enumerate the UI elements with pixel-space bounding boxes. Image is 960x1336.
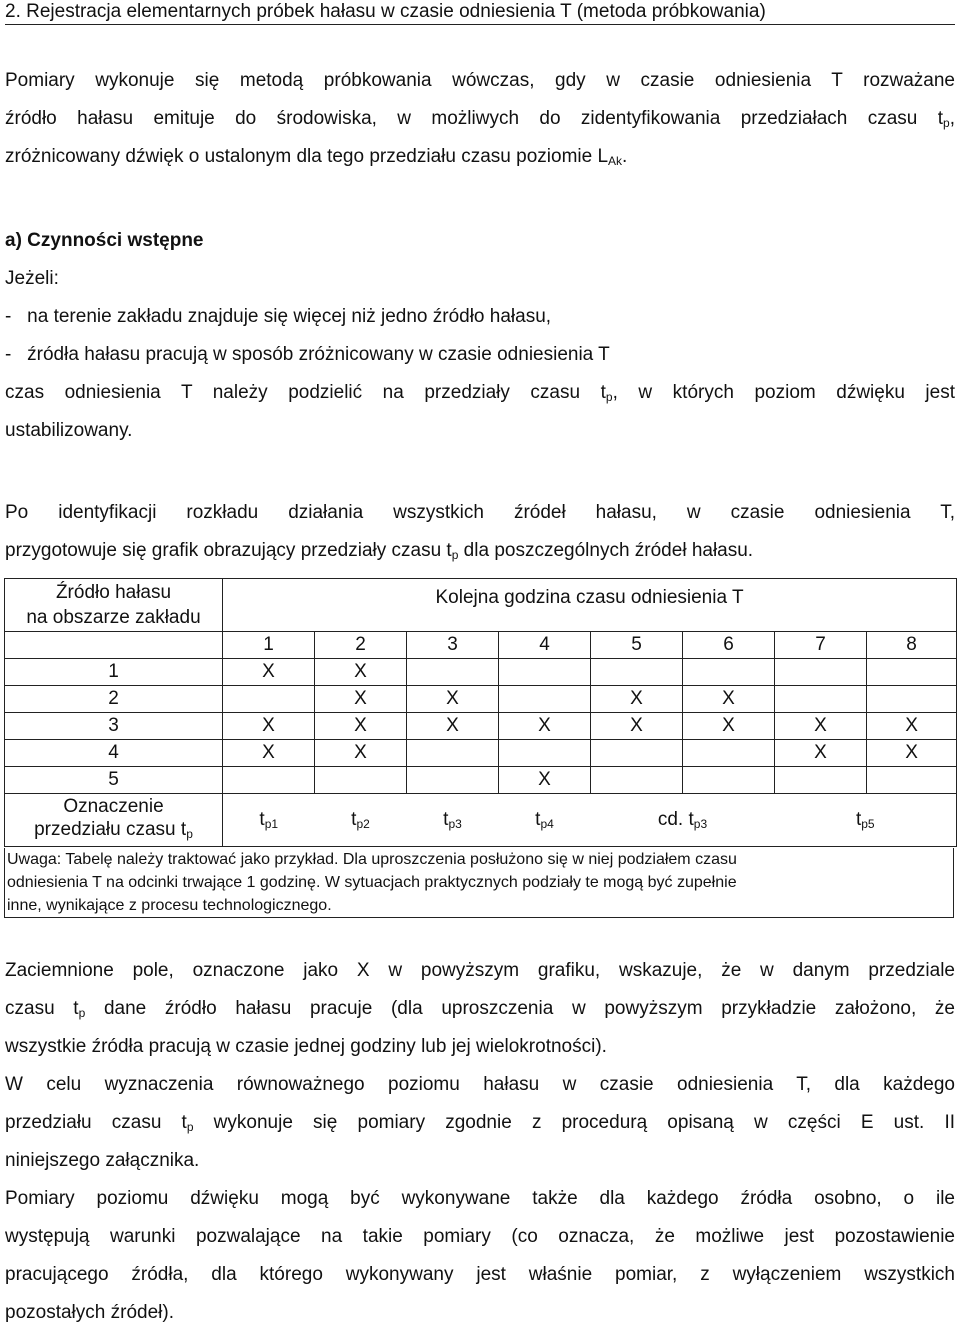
hour-cell: 2 bbox=[315, 632, 407, 659]
schedule-cell: X bbox=[315, 740, 407, 767]
section-a-division-line: czas odniesienia T należy podzielić na przedziały czasu $t_p$, w których poziom dźwięku jest bbox=[5, 382, 955, 404]
section-heading: 2. Rejestracja elementarnych próbek hałasu w czasie odniesienia T (metoda próbkowania) bbox=[5, 0, 955, 25]
schedule-cell bbox=[223, 686, 315, 713]
table-row bbox=[5, 686, 957, 713]
identification-paragraph bbox=[5, 494, 955, 570]
table-row bbox=[5, 713, 957, 740]
schedule-cell: X bbox=[867, 713, 957, 740]
source-cell: 4 bbox=[5, 740, 223, 767]
section-a-division-end: ustabilizowany. bbox=[5, 420, 133, 441]
schedule-cell: X bbox=[499, 713, 591, 740]
schedule-cell bbox=[591, 659, 683, 686]
schedule-cell bbox=[499, 659, 591, 686]
schedule-cell bbox=[407, 659, 499, 686]
schedule-cell: X bbox=[315, 686, 407, 713]
schedule-cell: X bbox=[223, 659, 315, 686]
identification-line-2: przygotowuje się grafik obrazujący przedziały czasu $t_p$ dla poszczególnych źródeł hałasu. bbox=[5, 540, 754, 562]
note-line-3: inne, wynikające z procesu technologicznego. bbox=[7, 897, 332, 914]
schedule-cell: X bbox=[591, 686, 683, 713]
closing-paragraphs bbox=[5, 952, 955, 1332]
section-a bbox=[5, 222, 955, 450]
schedule-cell bbox=[591, 740, 683, 767]
table-note bbox=[4, 848, 954, 918]
source-header: Źródło hałasu na obszarze zakładu bbox=[5, 579, 223, 632]
table-row bbox=[5, 740, 957, 767]
schedule-cell bbox=[683, 740, 775, 767]
intro-paragraph bbox=[5, 62, 955, 176]
identification-line-1: Po identyfikacji rozkładu działania wszystkich źródeł hałasu, w czasie odniesienia T, bbox=[5, 502, 955, 523]
hour-cell: 8 bbox=[867, 632, 957, 659]
closing-p2-line-2: przedziału czasu $t_p$ wykonuje się pomiary zgodnie z procedurą opisaną w części E ust. II bbox=[5, 1112, 955, 1134]
schedule-cell bbox=[499, 686, 591, 713]
schedule-cell: X bbox=[223, 740, 315, 767]
note-line-2: odniesienia T na odcinki trwające 1 godzinę. W sytuacjach praktycznych podziały te mogą być zupełnie bbox=[7, 874, 737, 891]
section-a-item-1: - na terenie zakładu znajduje się więcej niż jedno źródło hałasu, bbox=[5, 306, 552, 327]
closing-p2-line-3: niniejszego załącznika. bbox=[5, 1150, 200, 1171]
schedule-cell bbox=[223, 767, 315, 794]
marker-tp4: $t_{p4}$ bbox=[499, 794, 591, 847]
hour-cell: 4 bbox=[499, 632, 591, 659]
hour-cell: 1 bbox=[223, 632, 315, 659]
schedule-cell bbox=[775, 659, 867, 686]
schedule-cell bbox=[591, 767, 683, 794]
closing-p1-line-2: czasu $t_p$ dane źródło hałasu pracuje (dla uproszczenia w powyższym przykładzie założono, że bbox=[5, 998, 955, 1020]
hours-row-blank bbox=[5, 632, 223, 659]
closing-p3-line-1: Pomiary poziomu dźwięku mogą być wykonywane także dla każdego źródła osobno, o ile bbox=[5, 1188, 955, 1209]
hours-row bbox=[5, 632, 957, 659]
source-cell: 1 bbox=[5, 659, 223, 686]
closing-p3-line-4: pozostałych źródeł). bbox=[5, 1302, 174, 1323]
hour-cell: 5 bbox=[591, 632, 683, 659]
schedule-cell: X bbox=[407, 686, 499, 713]
section-a-if: Jeżeli: bbox=[5, 268, 59, 289]
schedule-cell bbox=[683, 659, 775, 686]
schedule-cell: X bbox=[223, 713, 315, 740]
schedule-cell: X bbox=[591, 713, 683, 740]
hours-header: Kolejna godzina czasu odniesienia T bbox=[223, 579, 957, 632]
marker-label: Oznaczenie przedziału czasu $t_p$ bbox=[5, 794, 223, 847]
schedule-cell: X bbox=[775, 713, 867, 740]
marker-row bbox=[5, 794, 957, 847]
schedule-cell bbox=[867, 767, 957, 794]
intro-line-3: zróżnicowany dźwięk o ustalonym dla tego przedziału czasu poziomie $L_{Ak}$. bbox=[5, 146, 628, 168]
section-a-title: a) Czynności wstępne bbox=[5, 230, 204, 251]
source-cell: 3 bbox=[5, 713, 223, 740]
schedule-cell bbox=[315, 767, 407, 794]
section-a-item-2: - źródła hałasu pracują w sposób zróżnicowany w czasie odniesienia T bbox=[5, 344, 610, 365]
schedule-cell bbox=[775, 686, 867, 713]
schedule-cell bbox=[407, 767, 499, 794]
schedule-cell: X bbox=[683, 713, 775, 740]
source-cell: 2 bbox=[5, 686, 223, 713]
source-cell: 5 bbox=[5, 767, 223, 794]
schedule-cell bbox=[775, 767, 867, 794]
schedule-cell bbox=[683, 767, 775, 794]
intro-line-1: Pomiary wykonuje się metodą próbkowania wówczas, gdy w czasie odniesienia T rozważane bbox=[5, 70, 955, 91]
schedule-cell: X bbox=[315, 713, 407, 740]
intro-line-2: źródło hałasu emituje do środowiska, w możliwych do zidentyfikowania przedziałach czasu $t_p$, bbox=[5, 108, 955, 130]
marker-cd-tp3: cd. $t_{p3}$ bbox=[591, 794, 775, 847]
hour-cell: 6 bbox=[683, 632, 775, 659]
closing-p2-line-1: W celu wyznaczenia równoważnego poziomu hałasu w czasie odniesienia T, dla każdego bbox=[5, 1074, 955, 1095]
marker-tp5: $t_{p5}$ bbox=[775, 794, 957, 847]
marker-tp3: $t_{p3}$ bbox=[407, 794, 499, 847]
schedule-cell: X bbox=[407, 713, 499, 740]
schedule-cell: X bbox=[315, 659, 407, 686]
schedule-cell bbox=[867, 659, 957, 686]
hour-cell: 7 bbox=[775, 632, 867, 659]
marker-tp1: $t_{p1}$ bbox=[223, 794, 315, 847]
marker-tp2: $t_{p2}$ bbox=[315, 794, 407, 847]
closing-p3-line-3: pracującego źródła, dla którego wykonywany jest właśnie pomiar, z wyłączeniem wszystkich bbox=[5, 1264, 955, 1285]
schedule-grid bbox=[4, 578, 957, 847]
schedule-cell bbox=[499, 740, 591, 767]
schedule-cell: X bbox=[867, 740, 957, 767]
hour-cell: 3 bbox=[407, 632, 499, 659]
table-row bbox=[5, 767, 957, 794]
schedule-cell: X bbox=[775, 740, 867, 767]
schedule-cell: X bbox=[683, 686, 775, 713]
schedule-cell bbox=[867, 686, 957, 713]
closing-p1-line-3: wszystkie źródła pracują w czasie jednej godziny lub jej wielokrotności). bbox=[5, 1036, 607, 1057]
schedule-table bbox=[4, 578, 956, 847]
closing-p3-line-2: występują warunki pozwalające na takie pomiary (co oznacza, że możliwe jest pozostawienie bbox=[5, 1226, 955, 1247]
schedule-cell bbox=[407, 740, 499, 767]
table-row bbox=[5, 659, 957, 686]
closing-p1-line-1: Zaciemnione pole, oznaczone jako X w powyższym grafiku, wskazuje, że w danym przedziale bbox=[5, 960, 955, 981]
note-line-1: Uwaga: Tabelę należy traktować jako przykład. Dla uproszczenia posłużono się w niej podziałem czasu bbox=[7, 851, 737, 868]
schedule-cell: X bbox=[499, 767, 591, 794]
